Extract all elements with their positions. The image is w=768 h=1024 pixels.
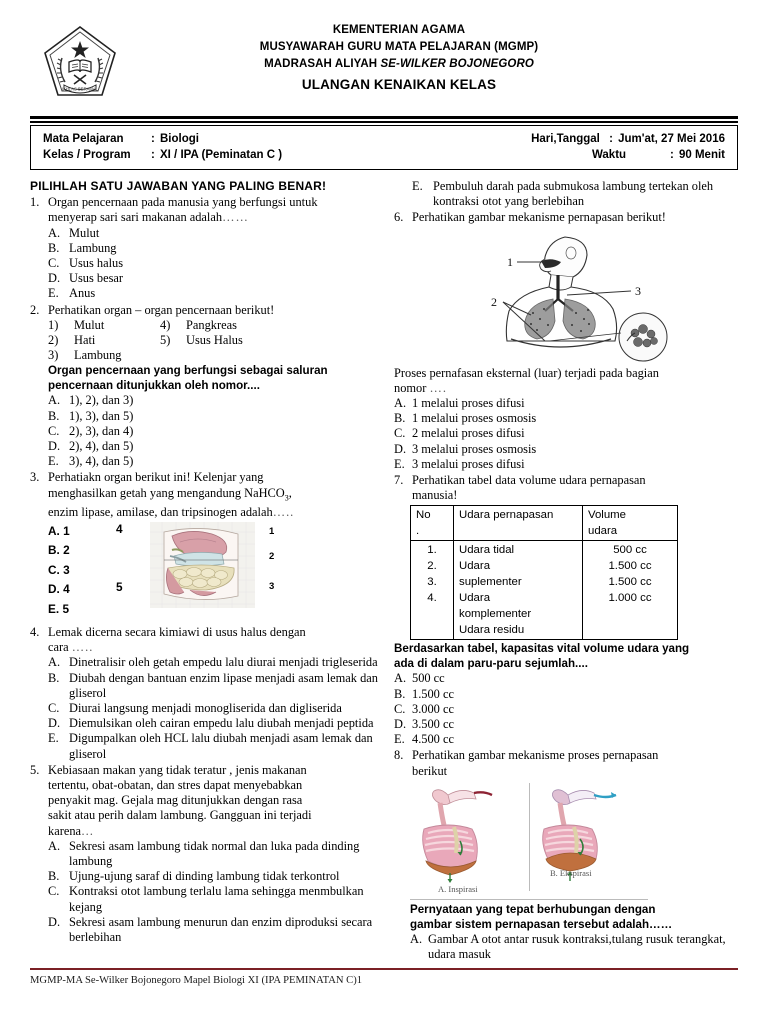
question-3-text-line2 (48, 486, 382, 506)
option-row[interactable] (48, 731, 382, 761)
option-letter: C. (48, 701, 60, 716)
sublist-label: Usus Halus (186, 333, 243, 348)
sublist-number: 2) (48, 333, 59, 348)
row-no: 3. (427, 576, 437, 589)
option-letter: A. (48, 225, 61, 240)
question-3-number: 3. (30, 470, 40, 485)
option-text: Pembuluh darah pada submukosa lambung tertekan oleh kontraksi otot yang berlebihan (433, 179, 714, 209)
sublist-number: 1) (48, 317, 59, 332)
row-no: 1. (427, 544, 437, 557)
sublist-number: 4) (160, 317, 171, 332)
option-letter: D. (394, 717, 407, 732)
option-text: Diubah dengan bantuan enzim lipase menjadi asam lemak dan gliserol (69, 670, 378, 700)
option-letter: A. (394, 396, 407, 411)
row-air: Udara (459, 592, 491, 605)
option-row[interactable] (48, 522, 110, 542)
instruction-text: PILIHLAH SATU JAWABAN YANG PALING BENAR! (30, 179, 327, 193)
option-row[interactable] (394, 457, 746, 472)
question-3-body (48, 470, 382, 520)
info-row-subject (43, 131, 725, 147)
info-spacer-2 (282, 147, 592, 163)
class-colon: : (151, 149, 155, 161)
option-letter: E. (48, 454, 59, 469)
question-3-figure-area (48, 522, 382, 620)
option-row[interactable] (48, 424, 382, 439)
table-row (411, 541, 678, 640)
option-row[interactable] (48, 271, 382, 286)
option-letter: B. (48, 869, 60, 884)
document-header (30, 22, 738, 114)
option-text: 5 (62, 601, 69, 616)
option-letter: B. (48, 408, 60, 423)
question-1-text-line1: Organ pencernaan pada manusia yang berfungsi untuk (48, 195, 318, 210)
option-text: Anus (69, 286, 96, 301)
class-value: XI / IPA (Peminatan C ) (160, 149, 283, 161)
option-letter: D. (48, 582, 60, 597)
option-row[interactable] (394, 671, 746, 686)
questions-columns (30, 179, 738, 962)
question-8 (394, 748, 746, 778)
question-6-text: Perhatikan gambar mekanisme pernapasan berikut! (412, 210, 666, 225)
question-1-dots: …… (222, 210, 249, 225)
table-header-vol-line2: udara (588, 525, 618, 538)
option-letter: C. (48, 884, 60, 899)
subject-label: Mata Pelajaran (43, 133, 124, 145)
option-text: Usus halus (69, 256, 124, 271)
table-cell-numbers (411, 541, 454, 640)
question-7-text-line2: manusia! (412, 488, 458, 503)
table-header-no-line1: No (416, 509, 431, 522)
header-divider (30, 116, 738, 123)
row-vol: 1.500 cc (608, 576, 652, 589)
logo-container (30, 22, 130, 108)
table-header-no-line2: . (416, 525, 420, 538)
option-letter: C. (48, 256, 60, 271)
header-madrasah-plain: MADRASAH ALIYAH (264, 58, 381, 70)
question-4 (30, 625, 382, 655)
option-text: 3.500 cc (412, 717, 454, 732)
option-row[interactable] (394, 426, 746, 441)
question-6-options (394, 396, 746, 472)
option-row[interactable] (48, 671, 382, 701)
option-row[interactable] (48, 409, 382, 424)
figure-label-2: 2 (269, 550, 275, 562)
option-letter: D. (48, 439, 61, 454)
question-2 (30, 303, 382, 318)
info-spacer-1 (199, 131, 531, 147)
footer-text: MGMP-MA Se-Wilker Bojonegoro Mapel Biologi XI (IPA PEMINATAN C)1 (30, 975, 363, 986)
option-row[interactable] (48, 884, 382, 914)
footer-divider (30, 968, 738, 970)
question-6-lead-line2-wrap (394, 381, 746, 396)
option-letter: B. (48, 543, 60, 558)
option-text: 3 (63, 562, 70, 577)
option-letter: B. (48, 670, 60, 685)
option-letter: C. (48, 423, 60, 438)
question-8-body (412, 748, 746, 778)
option-letter: E. (394, 456, 405, 471)
question-7 (394, 473, 746, 503)
question-3-options (48, 522, 110, 620)
question-6-lead (394, 366, 746, 396)
question-1 (30, 195, 382, 225)
air-volume-table (410, 505, 678, 640)
digestive-organs-figure (150, 522, 255, 608)
option-text: 1.500 cc (412, 686, 454, 701)
option-text: Mulut (69, 225, 100, 240)
day-value: Jum'at, 27 Mei 2016 (618, 133, 725, 145)
option-text: 1 (63, 523, 70, 538)
figure-label-4: 4 (116, 521, 123, 536)
option-row[interactable] (394, 717, 746, 732)
option-letter: C. (394, 426, 406, 441)
row-air: Udara residu (459, 624, 525, 637)
option-letter: A. (48, 655, 61, 670)
option-row[interactable] (48, 869, 382, 884)
sublist-row (48, 333, 382, 348)
sublist-label: Pangkreas (186, 317, 237, 332)
time-value: 90 Menit (678, 149, 725, 161)
question-5-text-line4: sakit atau perih dalam lambung. Gangguan ini terjadi (48, 808, 312, 823)
time-colon: : (669, 149, 674, 161)
question-2-lead-line1: Organ pencernaan yang berfungsi sebagai saluran (48, 364, 328, 378)
figure8-caption-b: B. Ekspirasi (550, 867, 592, 878)
question-5 (30, 763, 382, 839)
option-row[interactable] (48, 454, 382, 469)
table-header-no (411, 506, 454, 541)
option-letter: C. (394, 701, 406, 716)
option-text: 1 melalui proses difusi (412, 396, 525, 411)
class-label: Kelas / Program (43, 149, 131, 161)
sublist-right (160, 348, 382, 363)
row-air: Udara (459, 560, 491, 573)
sublist-right (160, 333, 382, 348)
option-text: 3 melalui proses osmosis (412, 441, 537, 456)
option-text: Diurai langsung menjadi monogliserida dan digliserida (69, 701, 342, 716)
option-text: 1), 2), dan 3) (69, 393, 134, 408)
question-6-lead-line1: Proses pernafasan eksternal (luar) terjadi pada bagian (394, 365, 659, 380)
figure-label-1: 1 (269, 525, 275, 537)
option-text: Ujung-ujung saraf di dinding lambung tidak terkontrol (69, 869, 340, 884)
question-7-options (394, 671, 746, 747)
option-text: 2), 4), dan 5) (69, 439, 134, 454)
option-row[interactable] (48, 915, 382, 945)
sublist-right (160, 318, 382, 333)
option-letter: C. (48, 562, 60, 577)
left-column (30, 179, 382, 945)
question-5-options-left (30, 839, 382, 945)
question-8-text-line1: Perhatikan gambar mekanisme proses pernapasan (412, 748, 659, 763)
option-row[interactable] (394, 396, 746, 411)
question-2-sublist (48, 318, 382, 394)
option-row[interactable] (412, 179, 746, 209)
table-cell-volume-list (583, 541, 678, 640)
option-text: Diemulsikan oleh cairan empedu lalu diubah menjadi peptida (69, 716, 374, 731)
sublist-number: 3) (48, 348, 59, 363)
sublist-left (48, 333, 160, 348)
table-cell-air-list (454, 541, 583, 640)
sublist-label: Lambung (74, 348, 122, 363)
question-4-text-line1: Lemak dicerna secara kimiawi di usus halus dengan (48, 625, 306, 640)
question-3-mid-labels (110, 522, 150, 620)
question-2-text: Perhatikan organ – organ pencernaan berikut! (48, 302, 275, 317)
question-5-text-line5: karena (48, 823, 82, 838)
table-header-air: Udara pernapasan (454, 506, 583, 541)
option-row[interactable] (394, 411, 746, 426)
header-madrasah-italic: SE-WILKER BOJONEGORO (380, 58, 534, 70)
option-letter: D. (48, 271, 61, 286)
row-vol: 1.500 cc (608, 560, 652, 573)
subject-value: Biologi (160, 133, 199, 145)
option-row[interactable] (48, 655, 382, 670)
option-row[interactable] (48, 541, 110, 561)
option-letter: A. (48, 393, 61, 408)
question-8-lead-line1: Pernyataan yang tepat berhubungan dengan (410, 902, 656, 916)
sublist-number: 5) (160, 333, 171, 348)
figure8-caption-a: A. Inspirasi (438, 883, 478, 894)
question-3-line2-a: menghasilkan getah yang mengandung NaHCO (48, 485, 285, 500)
question-3-text-line1: Perhatiakn organ berikut ini! Kelenjar yang (48, 470, 264, 485)
row-vol: 1.000 cc (608, 592, 652, 605)
question-3 (30, 470, 382, 520)
option-text: 3), 4), dan 5) (69, 454, 134, 469)
question-6-number: 6. (394, 210, 404, 225)
option-row[interactable] (48, 286, 382, 301)
sublist-row (48, 348, 382, 363)
option-text: 500 cc (412, 671, 445, 686)
row-air: Udara tidal (459, 544, 515, 557)
header-line-madrasah (130, 56, 668, 73)
question-5-text-line2: tertentu, obat-obatan, dan stres dapat menyebabkan (48, 778, 303, 793)
option-text: 1 melalui proses osmosis (412, 411, 537, 426)
question-1-text-line2: menyerap sari sari makanan adalah (48, 210, 223, 225)
option-letter: E. (394, 732, 405, 747)
digestive-organs-icon (150, 522, 255, 608)
option-letter: E. (48, 601, 60, 616)
option-row[interactable] (48, 561, 110, 581)
option-letter: A. (48, 838, 61, 853)
question-6-dots: …. (429, 380, 447, 395)
question-7-lead-line2: ada di dalam paru-paru sejumlah.... (394, 657, 588, 671)
option-text: Sekresi asam lambung menurun dan enzim diproduksi secara berlebihan (69, 914, 373, 945)
table-header-volume (583, 506, 678, 541)
question-4-text-line2-wrap (48, 640, 382, 655)
option-letter: A. (410, 931, 423, 946)
option-text: 2 (63, 543, 70, 558)
time-label: Waktu (591, 149, 627, 161)
sublist-row (48, 318, 382, 333)
header-titles (130, 22, 738, 96)
lung-mechanism-icon (410, 781, 648, 891)
question-3-dots: ….. (272, 505, 295, 520)
exam-info-box (30, 125, 738, 170)
option-row[interactable] (410, 932, 746, 962)
question-5-dots: … (81, 823, 95, 838)
question-5-text-line3: penyakit mag. Gejala mag ditunjukkan dengan rasa (48, 793, 303, 808)
option-letter: E. (412, 179, 423, 193)
option-text: 2 melalui proses difusi (412, 426, 525, 441)
option-letter: B. (394, 411, 406, 426)
question-7-body (412, 473, 746, 503)
question-2-lead-line2: pencernaan ditunjukkan oleh nomor.... (48, 379, 260, 393)
question-3-text-line3: enzim lipase, amilase, dan tripsinogen adalah (48, 505, 273, 520)
row-vol: 500 cc (613, 544, 647, 557)
sublist-label: Hati (74, 333, 96, 348)
option-text: 3.000 cc (412, 701, 454, 716)
option-row[interactable] (48, 839, 382, 869)
right-column (394, 179, 746, 962)
question-8-number: 8. (394, 748, 404, 763)
header-line-mgmp: MUSYAWARAH GURU MATA PELAJARAN (MGMP) (259, 41, 539, 53)
question-5-text-line1: Kebiasaan makan yang tidak teratur , jenis makanan (48, 762, 307, 777)
option-row[interactable] (394, 702, 746, 717)
option-letter: A. (48, 523, 60, 538)
option-row[interactable] (48, 716, 382, 731)
option-row[interactable] (394, 687, 746, 702)
question-6 (394, 210, 746, 225)
option-text: Dinetralisir oleh getah empedu lalu diurai menjadi trigleserida (69, 655, 378, 670)
option-text: Lambung (69, 240, 117, 255)
respiratory-system-icon (445, 229, 695, 364)
figure-label-5: 5 (116, 579, 123, 594)
lung-mechanism-figure (410, 781, 648, 900)
question-8-text-line2: berikut (412, 763, 448, 778)
figure-label-3: 3 (269, 580, 275, 592)
option-row[interactable] (48, 256, 382, 271)
option-letter: D. (48, 716, 61, 731)
question-5-number: 5. (30, 762, 40, 777)
question-7-lead-line1: Berdasarkan tabel, kapasitas vital volume udara yang (394, 642, 690, 656)
option-letter: E. (48, 286, 59, 301)
question-1-options (30, 226, 382, 302)
option-row[interactable] (48, 701, 382, 716)
question-6-lead-line2: nomor (394, 380, 427, 395)
table-header-row (411, 506, 678, 541)
option-row[interactable] (48, 439, 382, 454)
respiratory-system-figure (445, 229, 695, 364)
figure6-label-1: 1 (507, 254, 513, 269)
option-text: 4.500 cc (412, 732, 454, 747)
subject-colon: : (151, 133, 155, 145)
option-row[interactable] (48, 241, 382, 256)
row-air: suplementer (459, 576, 522, 589)
option-row[interactable] (394, 732, 746, 747)
row-no: 2. (427, 560, 437, 573)
option-text: 1), 3), dan 5) (69, 408, 134, 423)
option-row[interactable] (394, 442, 746, 457)
option-text: Sekresi asam lambung tidak normal dan luka pada dinding lambung (69, 838, 360, 869)
question-7-number: 7. (394, 473, 404, 488)
question-5-text-line5-wrap (48, 824, 382, 839)
question-1-body (48, 195, 382, 225)
option-text: Digumpalkan oleh HCL lalu diubah menjadi asam lemak dan gliserol (69, 731, 373, 761)
table-header-vol-line1: Volume (588, 509, 626, 522)
option-letter: A. (394, 671, 407, 686)
page-footer (30, 968, 738, 986)
sublist-left (48, 348, 160, 363)
option-row[interactable] (48, 580, 110, 600)
question-1-text-line2-wrap (48, 210, 382, 225)
option-row[interactable] (48, 600, 110, 620)
svg-text:IKHLAS BERAMAL: IKHLAS BERAMAL (61, 86, 99, 92)
kemenag-logo-icon (42, 24, 118, 108)
sublist-label: Mulut (74, 317, 105, 332)
question-5-body (48, 763, 382, 839)
day-label: Hari,Tanggal (531, 133, 600, 145)
header-line-ministry: KEMENTERIAN AGAMA (332, 24, 466, 36)
option-row[interactable] (48, 393, 382, 408)
question-3-text-line3-wrap (48, 505, 382, 520)
question-3-right-labels (255, 522, 382, 620)
option-text: 2), 3), dan 4) (69, 423, 134, 438)
question-4-body (48, 625, 382, 655)
option-letter: E. (48, 731, 59, 746)
question-8-options (410, 932, 746, 962)
option-text: 4 (63, 582, 70, 597)
question-8-lead-line2: gambar sistem pernapasan tersebut adalah…… (410, 917, 673, 931)
question-4-options (30, 655, 382, 761)
question-7-text-line1: Perhatikan tabel data volume udara pernapasan (412, 473, 646, 488)
question-2-number: 2. (30, 302, 40, 317)
option-text: Gambar A otot antar rusuk kontraksi,tulang rusuk terangkat, udara masuk (428, 931, 726, 962)
info-row-class (43, 147, 725, 163)
question-4-text-line2: cara (48, 640, 69, 655)
figure6-label-3: 3 (635, 283, 641, 298)
question-4-dots: ….. (71, 640, 94, 655)
row-no: 4. (427, 592, 437, 605)
option-letter: B. (48, 240, 60, 255)
option-text: Kontraksi otot lambung terlalu lama sehingga menmbulkan kejang (69, 884, 364, 914)
option-letter: B. (394, 686, 406, 701)
option-row[interactable] (48, 226, 382, 241)
day-colon: : (609, 133, 613, 145)
option-text: Usus besar (69, 271, 124, 286)
option-letter: D. (394, 441, 407, 456)
question-1-number: 1. (30, 195, 40, 210)
row-air: komplementer (459, 608, 532, 621)
header-line-exam-title: ULANGAN KENAIKAN KELAS (301, 77, 497, 92)
question-3-line2-b: , (288, 485, 292, 500)
figure6-label-2: 2 (491, 294, 497, 309)
sublist-left (48, 318, 160, 333)
option-letter: D. (48, 914, 61, 929)
question-2-options (30, 393, 382, 469)
option-text: 3 melalui proses difusi (412, 456, 525, 471)
question-3-subscript: 3 (284, 493, 289, 503)
question-4-number: 4. (30, 625, 40, 640)
